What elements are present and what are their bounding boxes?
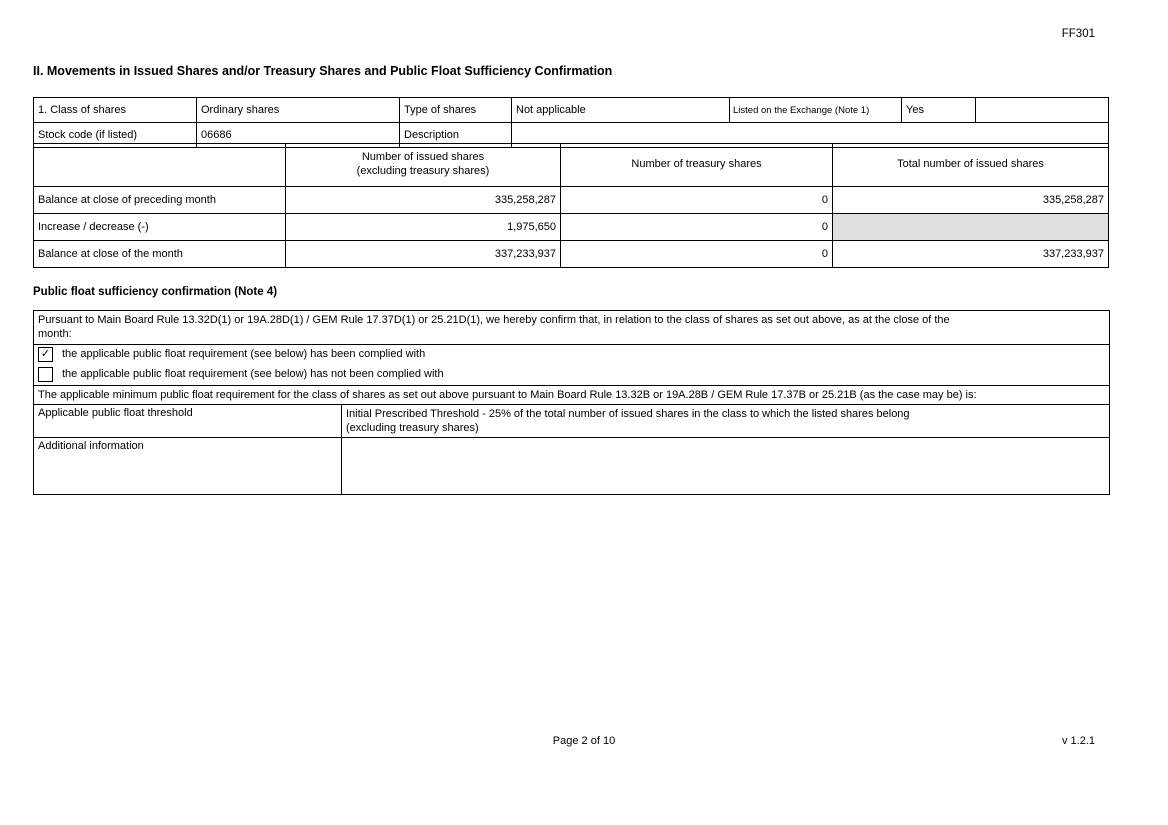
issued-shares-cell: 337,233,937 — [286, 241, 561, 268]
movements-header-total: Total number of issued shares — [833, 144, 1109, 187]
empty-cell — [976, 98, 1109, 123]
movements-row-label: Increase / decrease (-) — [34, 214, 286, 241]
total-shares-cell-disabled — [833, 214, 1109, 241]
description-label: Description — [400, 123, 512, 148]
movements-header-empty — [34, 144, 286, 187]
total-shares-cell: 335,258,287 — [833, 187, 1109, 214]
not-complied-option-row — [34, 365, 1109, 385]
listed-on-exchange-value: Yes — [902, 98, 976, 123]
class-of-shares-table — [33, 97, 1109, 148]
movements-header-issued — [286, 144, 561, 187]
threshold-value-line2: (excluding treasury shares) — [346, 422, 479, 435]
version-label: v 1.2.1 — [1061, 735, 1095, 747]
minimum-requirement-text: The applicable minimum public float requirement for the class of shares as set out above pursuant to Main Board Rule 13.32B or 19A.28B / GEM Rule 17.37B or 25.21B (as the case may be) is: — [34, 385, 1109, 405]
type-of-shares-label: Type of shares — [400, 98, 512, 123]
additional-information-row — [34, 438, 1109, 494]
stock-code-value: 06686 — [197, 123, 400, 148]
public-float-intro-text — [34, 311, 1109, 345]
public-float-confirmation-box — [33, 310, 1110, 495]
threshold-value — [342, 405, 1109, 438]
public-float-intro-line2: month: — [38, 328, 72, 341]
issued-shares-cell: 335,258,287 — [286, 187, 561, 214]
page-indicator: Page 2 of 10 — [552, 735, 616, 747]
listed-on-exchange-label: Listed on the Exchange (Note 1) — [730, 98, 902, 123]
additional-information-label: Additional information — [34, 438, 342, 494]
public-float-intro-line1: Pursuant to Main Board Rule 13.32D(1) or 19A.28D(1) / GEM Rule 17.37D(1) or 25.21D(1), we hereby confirm that, in relation to the class of shares as set out above, as at the close of the — [38, 314, 950, 326]
movements-row-increase-decrease — [34, 214, 1109, 241]
threshold-label: Applicable public float threshold — [34, 405, 342, 438]
additional-information-value — [342, 438, 1109, 494]
checkmark-icon: ✓ — [40, 348, 51, 361]
movements-row-preceding-balance — [34, 187, 1109, 214]
movements-row-month-balance — [34, 241, 1109, 268]
not-complied-checkbox[interactable] — [38, 367, 53, 382]
movements-header-row — [34, 144, 1109, 187]
threshold-row — [34, 405, 1109, 439]
movements-header-issued-line1: Number of issued shares — [361, 151, 485, 164]
treasury-shares-cell: 0 — [561, 241, 833, 268]
class-of-shares-value: Ordinary shares — [197, 98, 400, 123]
section-title: II. Movements in Issued Shares and/or Treasury Shares and Public Float Sufficiency Confirmation — [33, 64, 613, 78]
treasury-shares-cell: 0 — [561, 214, 833, 241]
form-code: FF301 — [1061, 28, 1095, 40]
complied-option-row — [34, 345, 1109, 365]
movements-row-label: Balance at close of preceding month — [34, 187, 286, 214]
class-table-row-1 — [34, 98, 1109, 123]
threshold-value-line1: Initial Prescribed Threshold - 25% of the total number of issued shares in the class to which the listed shares belong — [346, 407, 910, 420]
movements-table — [33, 143, 1109, 268]
movements-header-issued-line2: (excluding treasury shares) — [356, 165, 490, 177]
issued-shares-cell: 1,975,650 — [286, 214, 561, 241]
complied-checkbox[interactable] — [38, 347, 53, 362]
type-of-shares-value: Not applicable — [512, 98, 730, 123]
class-of-shares-label: 1. Class of shares — [34, 98, 197, 123]
public-float-heading: Public float sufficiency confirmation (Note 4) — [33, 286, 278, 298]
complied-option-label: the applicable public float requirement (see below) has been complied with — [62, 348, 426, 361]
not-complied-option-label: the applicable public float requirement (see below) has not been complied with — [62, 368, 444, 381]
movements-header-treasury: Number of treasury shares — [561, 144, 833, 187]
treasury-shares-cell: 0 — [561, 187, 833, 214]
stock-code-label: Stock code (if listed) — [34, 123, 197, 148]
movements-row-label: Balance at close of the month — [34, 241, 286, 268]
total-shares-cell: 337,233,937 — [833, 241, 1109, 268]
